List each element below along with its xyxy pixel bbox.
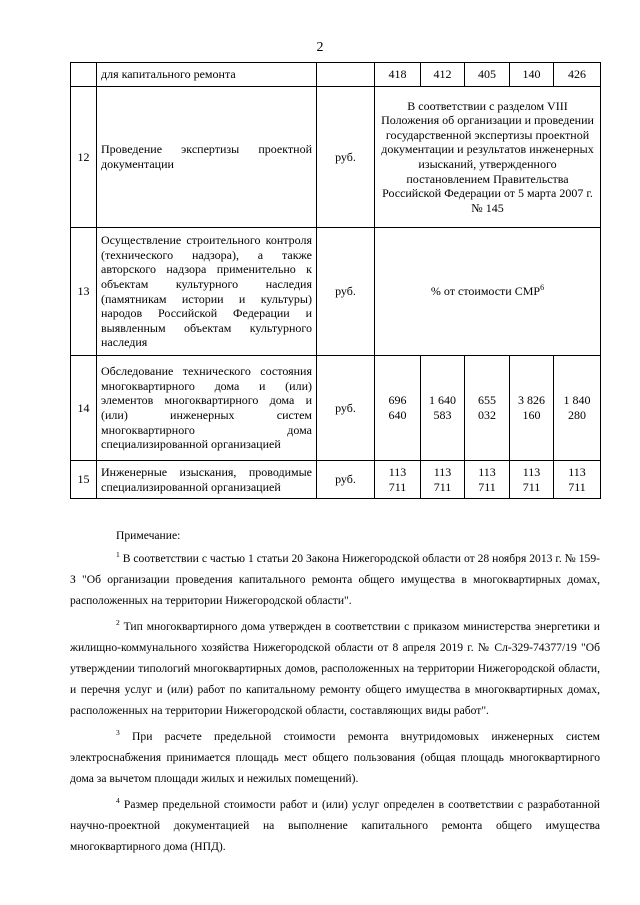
row-number: 14 (71, 356, 97, 461)
table-row-13 (71, 228, 601, 356)
row-description: Инженерные изыскания, проводимые специализированной организацией (97, 461, 317, 499)
table-cell: 405 (465, 63, 510, 87)
cost-table (70, 62, 601, 499)
footnote-text: В соответствии с частью 1 статьи 20 Закона Нижегородской области от 28 ноября 2013 г. № 159-З "Об организации проведения капитального ремонта общего имущества в многоквартирных домах, расположенных на территории Нижегородской области". (70, 552, 600, 607)
footnote-marker: 3 (116, 728, 120, 738)
table-cell: 655 032 (465, 356, 510, 461)
row-description: для капитального ремонта (97, 63, 317, 87)
row-merged-value (375, 228, 601, 356)
footnote-marker: 4 (116, 796, 120, 806)
row-number: 15 (71, 461, 97, 499)
table-cell: 696 640 (375, 356, 421, 461)
row-description: Осуществление строительного контроля (технического надзора), а также авторского надзора применительно к объектам культурного наследия (памятникам истории и культуры) народов Российской Федерации и выявленным объектам культурного наследия (97, 228, 317, 356)
row-unit: руб. (317, 461, 375, 499)
table-cell: 113 711 (375, 461, 421, 499)
row-number: 13 (71, 228, 97, 356)
row-unit: руб. (317, 356, 375, 461)
footnote-marker: 1 (116, 550, 120, 560)
table-cell: 3 826 160 (510, 356, 554, 461)
row-description: Обследование технического состояния многоквартирного дома и (или) элементов многоквартирного дома и (или) инженерных систем многоквартирного дома специализированной организацией (97, 356, 317, 461)
table-cell: 140 (510, 63, 554, 87)
row-unit (317, 63, 375, 87)
footnote-text: Тип многоквартирного дома утвержден в соответствии с приказом министерства энергетики и жилищно-коммунального хозяйства Нижегородской области от 8 апреля 2019 г. № Сл-329-74377/19 "Об утверждении типологий многоквартирных домов, расположенных на территории Нижегородской области, и перечня услуг и (или) работ по капитальному ремонту общего имущества в многоквартирных домах, расположенных на территории Нижегородской области, составляющих виды работ". (70, 620, 600, 717)
row-merged-value: В соответствии с разделом VIII Положения об организации и проведении государственной экспертизы проектной документации и результатов инженерных изысканий, утвержденного постановлением Правительства Российской Федерации от 5 марта 2007 г. № 145 (375, 87, 601, 228)
table-cell: 1 840 280 (554, 356, 601, 461)
notes-title: Примечание: (116, 529, 181, 542)
table-cell: 113 711 (554, 461, 601, 499)
footnote-2 (70, 616, 600, 721)
notes-section (70, 525, 600, 862)
table-cell: 418 (375, 63, 421, 87)
table-cell: 412 (421, 63, 465, 87)
footnote-4 (70, 794, 600, 857)
table-cell: 113 711 (421, 461, 465, 499)
row-number (71, 63, 97, 87)
footnote-text: Размер предельной стоимости работ и (или) услуг определен в соответствии с разработанной научно-проектной документацией на выполнение капитального ремонта общего имущества многоквартирного дома (НПД). (70, 798, 600, 853)
row-number: 12 (71, 87, 97, 228)
footnote-ref: 6 (540, 283, 545, 293)
table-cell: 1 640 583 (421, 356, 465, 461)
footnote-1 (70, 548, 600, 611)
table-row-top (71, 63, 601, 87)
row-description: Проведение экспертизы проектной документации (97, 87, 317, 228)
footnote-3 (70, 726, 600, 789)
row-unit: руб. (317, 228, 375, 356)
table-row-15 (71, 461, 601, 499)
merged-text: % от стоимости СМР (430, 284, 541, 299)
table-row-12 (71, 87, 601, 228)
footnote-text: При расчете предельной стоимости ремонта внутридомовых инженерных систем электроснабжения принимается площадь мест общего пользования (общая площадь многоквартирного дома за вычетом площади жилых и нежилых помещений). (70, 730, 600, 785)
table-cell: 113 711 (510, 461, 554, 499)
table-cell: 426 (554, 63, 601, 87)
row-unit: руб. (317, 87, 375, 228)
table-cell: 113 711 (465, 461, 510, 499)
table-row-14 (71, 356, 601, 461)
footnote-marker: 2 (116, 618, 120, 628)
page-number: 2 (316, 40, 324, 55)
